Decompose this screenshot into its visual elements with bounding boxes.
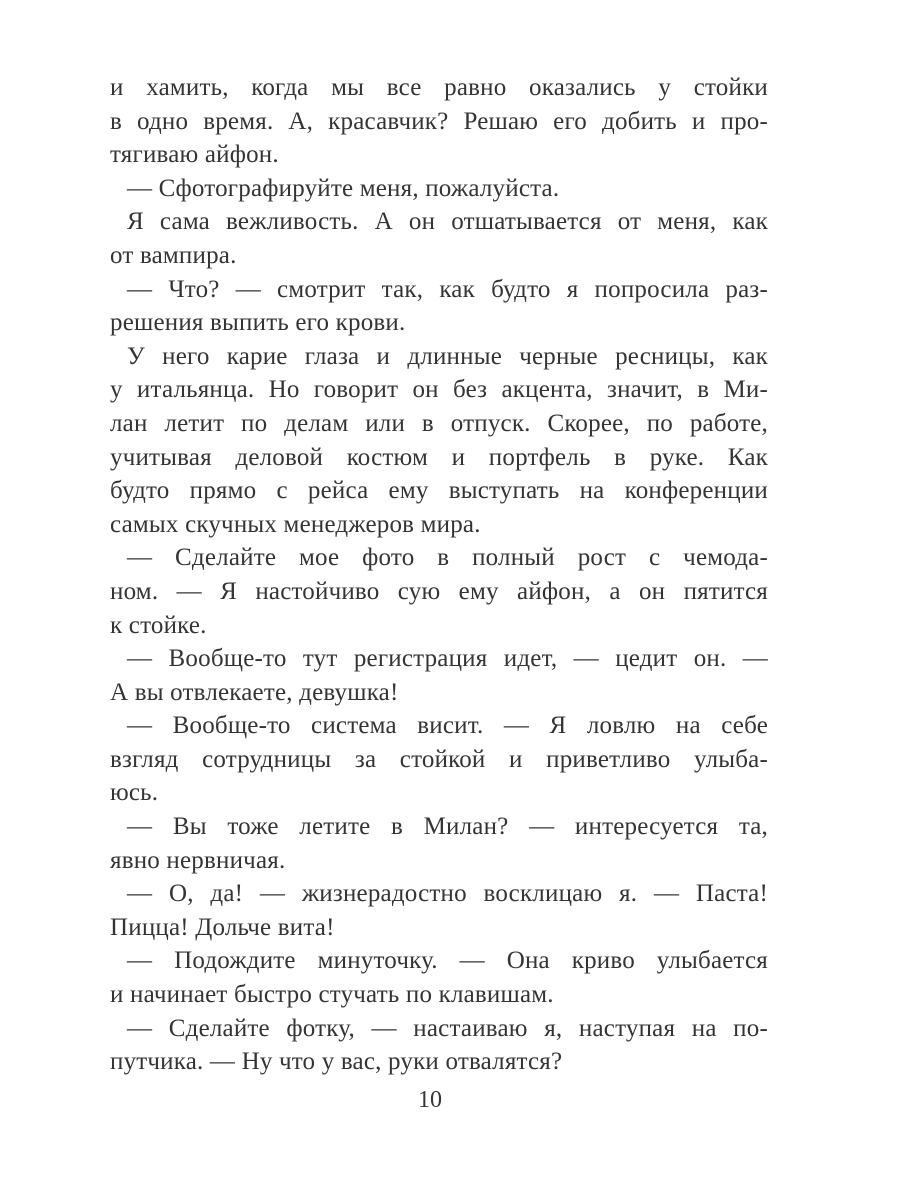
text-line: — Сделайте мое фото в полный рост с чемода- bbox=[127, 544, 768, 572]
text-line: — Подождите минуточку. — Она криво улыбается bbox=[127, 947, 768, 975]
text-line: тягиваю айфон. bbox=[110, 141, 279, 169]
text-line: — Сделайте фотку, — настаиваю я, наступая на по- bbox=[127, 1014, 768, 1042]
text-line: Я сама вежливость. А он отшатывается от меня, как bbox=[127, 208, 768, 236]
text-line: у итальянца. Но говорит он без акцента, значит, в Ми- bbox=[110, 376, 768, 404]
text-line: юсь. bbox=[110, 779, 159, 807]
text-line: учитывая деловой костюм и портфель в руке. Как bbox=[110, 443, 768, 471]
text-block bbox=[110, 71, 768, 1079]
text-line: от вампира. bbox=[110, 241, 237, 269]
text-line: Пицца! Дольче вита! bbox=[110, 913, 335, 941]
text-line: — Сфотографируйте меня, пожалуйста. bbox=[127, 174, 560, 202]
text-line: и начинает быстро стучать по клавишам. bbox=[110, 981, 554, 1009]
text-line: и хамить, когда мы все равно оказались у стойки bbox=[110, 74, 768, 101]
text-line: самых скучных менеджеров мира. bbox=[110, 510, 481, 538]
text-line: к стойке. bbox=[110, 611, 207, 639]
text-line: — Вы тоже летите в Милан? — интересуется та, bbox=[127, 813, 768, 841]
text-line: в одно время. А, красавчик? Решаю его добить и про- bbox=[110, 107, 768, 135]
text-line: — О, да! — жизнерадостно восклицаю я. — Паста! bbox=[127, 880, 768, 908]
text-line: решения выпить его крови. bbox=[110, 309, 406, 337]
text-line: — Что? — смотрит так, как будто я попросила раз- bbox=[127, 275, 768, 303]
text-line: — Вообще-то система висит. — Я ловлю на себе bbox=[127, 712, 768, 740]
text-line: путчика. — Ну что у вас, руки отвалятся? bbox=[110, 1048, 563, 1076]
text-line: У него карие глаза и длинные черные ресницы, как bbox=[127, 342, 768, 370]
text-line: явно нервничая. bbox=[110, 846, 286, 874]
text-line: ном. — Я настойчиво сую ему айфон, а он пятится bbox=[110, 577, 768, 605]
text-line: будто прямо с рейса ему выступать на конференции bbox=[110, 477, 768, 505]
text-line: А вы отвлекаете, девушка! bbox=[110, 678, 399, 706]
text-line: — Вообще-то тут регистрация идет, — цедит он. — bbox=[127, 645, 768, 673]
text-line: взгляд сотрудницы за стойкой и приветливо улыба- bbox=[110, 745, 768, 773]
page-number: 10 bbox=[418, 1087, 442, 1113]
text-line: лан летит по делам или в отпуск. Скорее, по работе, bbox=[110, 409, 768, 437]
